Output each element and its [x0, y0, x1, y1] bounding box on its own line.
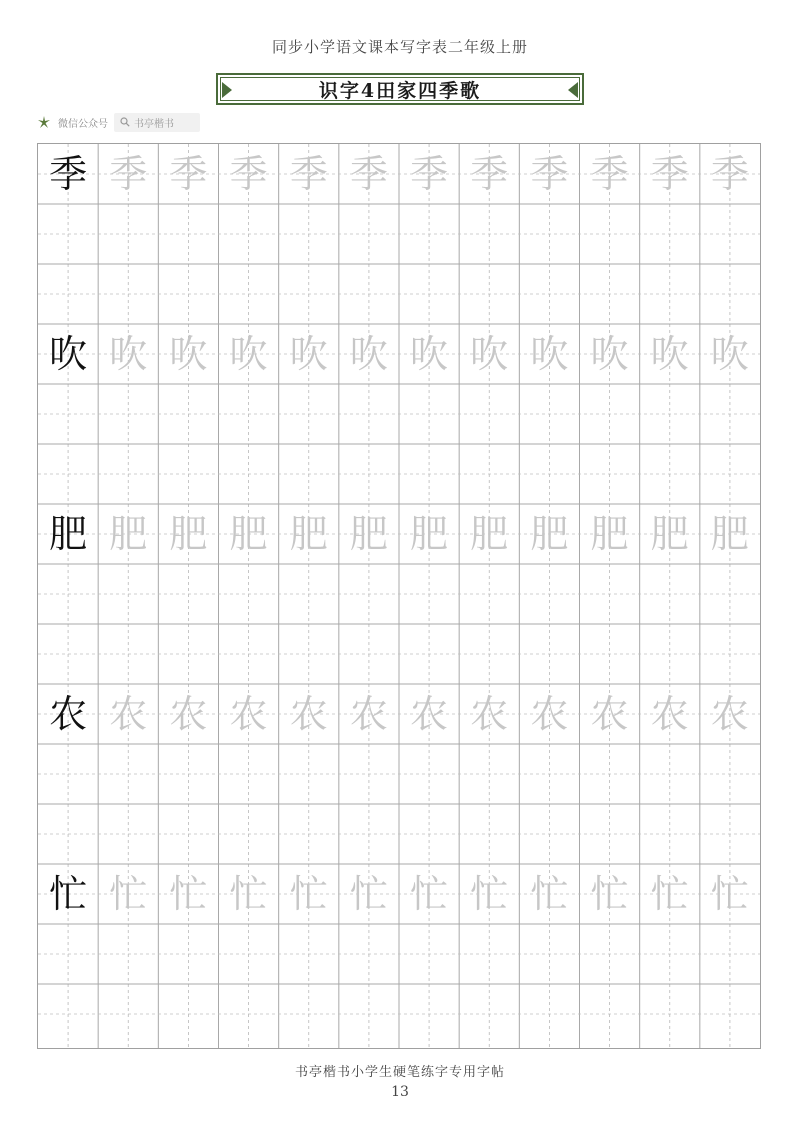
practice-row	[38, 144, 760, 204]
trace-character: 季	[349, 152, 388, 196]
trace-character: 忙	[650, 872, 689, 916]
trace-character: 吹	[530, 332, 569, 376]
trace-character: 季	[470, 152, 509, 196]
practice-row	[38, 504, 760, 564]
trace-character: 忙	[710, 872, 749, 916]
footer-text: 书亭楷书小学生硬笔练字专用字帖	[294, 1065, 505, 1080]
watermark	[36, 112, 200, 132]
page-number: 13	[391, 1084, 409, 1100]
trace-character: 肥	[169, 512, 208, 556]
trace-character: 吹	[109, 332, 148, 376]
trace-character: 季	[590, 152, 629, 196]
trace-character: 忙	[109, 872, 148, 916]
trace-character: 农	[650, 692, 689, 736]
trace-character: 肥	[710, 512, 749, 556]
trace-character: 吹	[590, 332, 629, 376]
trace-character: 吹	[470, 332, 509, 376]
trace-character: 季	[650, 152, 689, 196]
trace-character: 肥	[650, 512, 689, 556]
trace-character: 吹	[410, 332, 449, 376]
leaf-logo-icon	[36, 114, 52, 130]
lesson-banner	[216, 73, 584, 105]
model-character: 肥	[49, 512, 88, 556]
trace-character: 农	[109, 692, 148, 736]
model-character: 忙	[49, 872, 88, 916]
trace-character: 忙	[410, 872, 449, 916]
trace-character: 肥	[410, 512, 449, 556]
trace-character: 农	[349, 692, 388, 736]
trace-character: 忙	[169, 872, 208, 916]
trace-character: 吹	[349, 332, 388, 376]
trace-character: 季	[710, 152, 749, 196]
trace-character: 肥	[289, 512, 328, 556]
trace-character: 肥	[590, 512, 629, 556]
model-character: 农	[49, 692, 88, 736]
trace-character: 农	[470, 692, 509, 736]
practice-row	[38, 324, 760, 384]
trace-character: 吹	[229, 332, 268, 376]
trace-character: 肥	[530, 512, 569, 556]
trace-character: 忙	[349, 872, 388, 916]
trace-character: 肥	[470, 512, 509, 556]
trace-character: 农	[289, 692, 328, 736]
trace-character: 季	[169, 152, 208, 196]
search-icon	[120, 117, 130, 127]
trace-character: 吹	[650, 332, 689, 376]
trace-character: 农	[229, 692, 268, 736]
trace-character: 肥	[349, 512, 388, 556]
model-character: 季	[49, 152, 88, 196]
search-box	[114, 113, 200, 132]
model-character: 吹	[49, 332, 88, 376]
trace-character: 农	[590, 692, 629, 736]
trace-character: 季	[530, 152, 569, 196]
wechat-label: 微信公众号	[58, 118, 108, 130]
search-text: 书亭楷书	[134, 118, 174, 130]
trace-character: 季	[229, 152, 268, 196]
trace-character: 肥	[109, 512, 148, 556]
trace-character: 肥	[229, 512, 268, 556]
trace-character: 季	[289, 152, 328, 196]
trace-character: 农	[710, 692, 749, 736]
trace-character: 吹	[289, 332, 328, 376]
book-title: 同步小学语文课本写字表二年级上册	[271, 38, 528, 56]
trace-character: 忙	[470, 872, 509, 916]
lesson-title: 识字4田家四季歌	[318, 79, 482, 102]
trace-character: 农	[410, 692, 449, 736]
trace-character: 忙	[530, 872, 569, 916]
trace-character: 忙	[289, 872, 328, 916]
practice-grid	[37, 143, 761, 1049]
practice-row	[38, 684, 760, 744]
trace-character: 忙	[590, 872, 629, 916]
trace-character: 季	[410, 152, 449, 196]
trace-character: 吹	[710, 332, 749, 376]
trace-character: 季	[109, 152, 148, 196]
trace-character: 农	[169, 692, 208, 736]
trace-character: 忙	[229, 872, 268, 916]
trace-character: 农	[530, 692, 569, 736]
trace-character: 吹	[169, 332, 208, 376]
practice-row	[38, 864, 760, 924]
